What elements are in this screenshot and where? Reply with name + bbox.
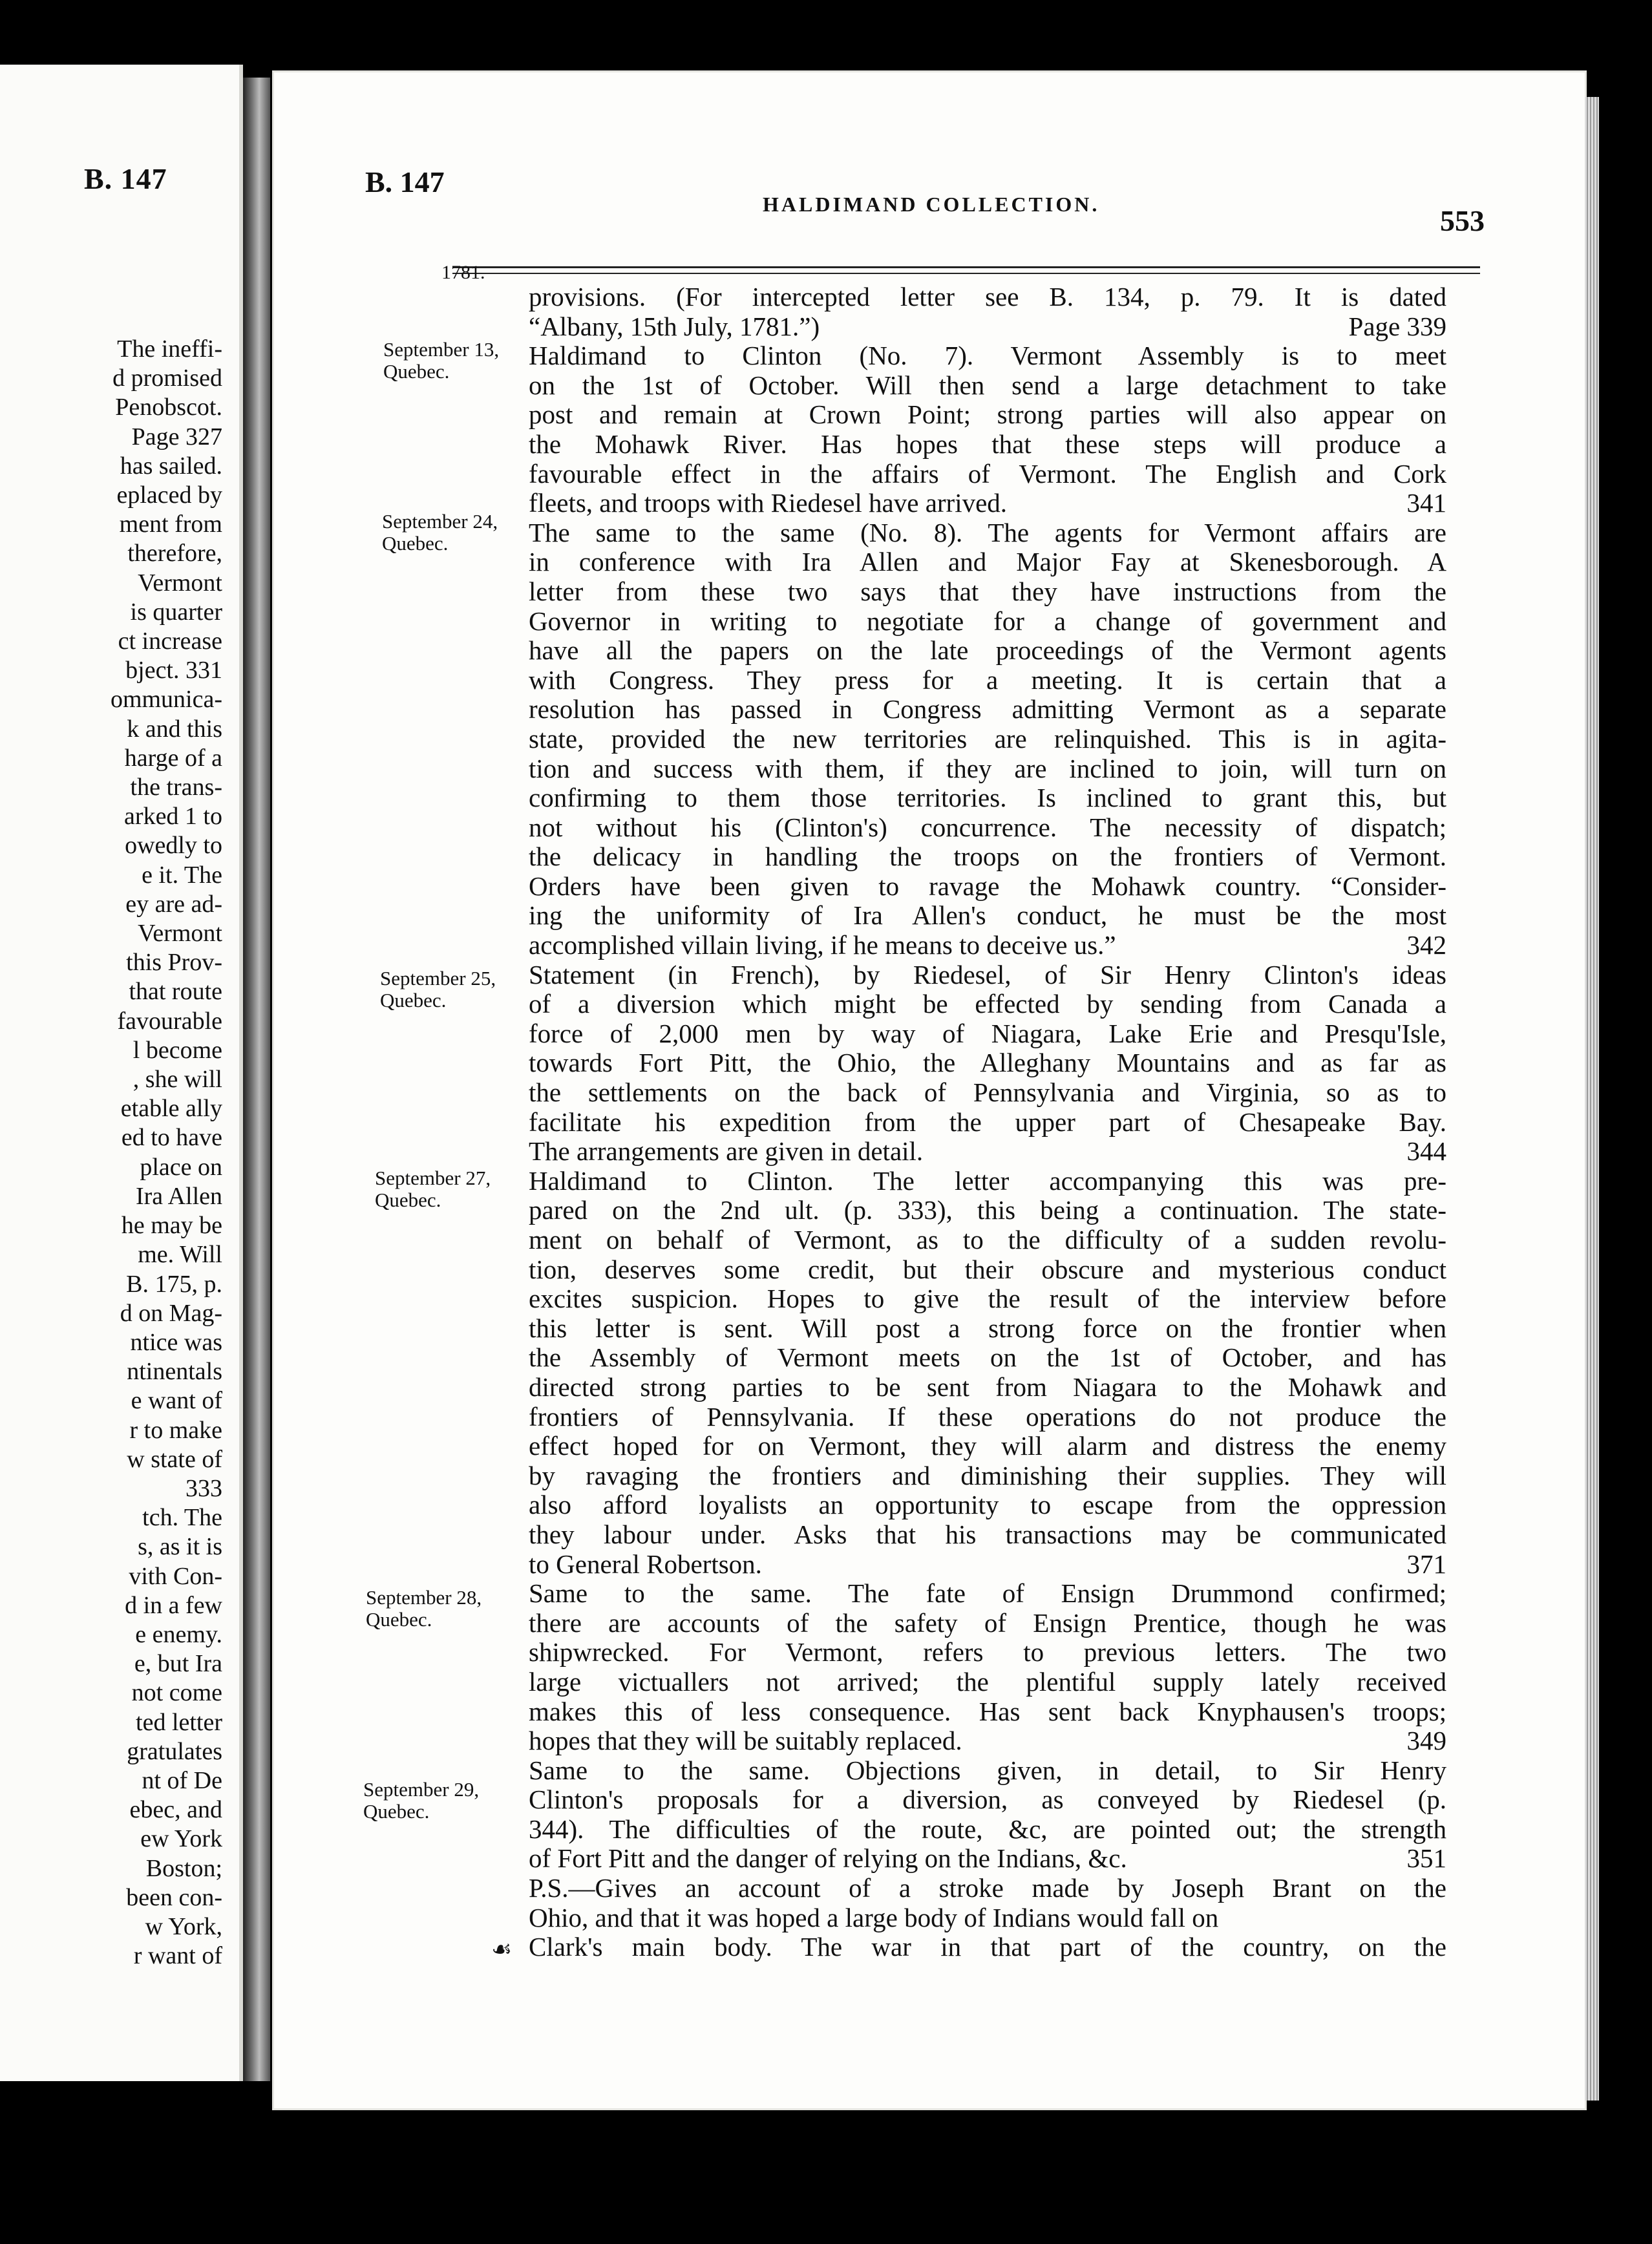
text-line: ew York [140, 1825, 222, 1853]
text-line: e, but Ira [134, 1650, 222, 1678]
text-line: provisions. (For intercepted letter see B. 134, p. 79. It is dated [529, 282, 1446, 312]
text-line: makes this of less consequence. Has sent back Knyphausen's troops; [529, 1697, 1446, 1726]
text-line: d in a few [125, 1591, 222, 1619]
text-line: Penobscot. [115, 394, 222, 421]
margin-place: Quebec. [382, 532, 449, 555]
text-line: frontiers of Pennsylvania. If these operations do not produce the [529, 1402, 1446, 1432]
margin-date: September 29, [363, 1778, 480, 1801]
text-line: this letter is sent. Will post a strong force on the frontier when [529, 1313, 1446, 1343]
text-line: letter from these two says that they have instructions from the [529, 577, 1446, 606]
text-line: ing the uniformity of Ira Allen's conduct, he must be the most [529, 901, 1446, 931]
text-line: the trans- [130, 774, 222, 801]
margin-place: Quebec. [380, 989, 447, 1011]
text-line: Haldimand to Clinton. The letter accompanying this was pre- [529, 1166, 1446, 1196]
margin-date: September 28, [366, 1586, 482, 1609]
text-line: Same to the same. The fate of Ensign Drummond confirmed; [529, 1579, 1446, 1609]
text-line: gratulates [127, 1737, 222, 1765]
text-line: me. Will [138, 1241, 222, 1269]
text-line: on the 1st of October. Will then send a large detachment to take [529, 370, 1446, 400]
text-line: , she will [132, 1066, 222, 1094]
text-line: been con- [126, 1883, 222, 1911]
text-line: has sailed. [120, 452, 222, 480]
folio-reference: 344 [1406, 1137, 1446, 1167]
margin-place: Quebec. [383, 360, 450, 383]
text-line: ey are ad- [125, 890, 222, 918]
text-line: towards Fort Pitt, the Ohio, the Alleghany Mountains and as far as [529, 1048, 1446, 1078]
left-page-fragment [0, 65, 243, 2081]
text-line: w state of [127, 1445, 222, 1473]
text-line: the delicacy in handling the troops on the frontiers of Vermont. [529, 842, 1446, 872]
margin-date: September 13, [383, 338, 500, 361]
text-line: of a diversion which might be effected by sending from Canada a [529, 990, 1446, 1019]
text-line: w York, [145, 1912, 222, 1940]
folio-reference: 342 [1406, 931, 1446, 960]
text-line: ment from [119, 511, 222, 538]
text-line: ebec, and [129, 1796, 222, 1824]
text-line: that route [129, 978, 222, 1006]
page-number: 553 [1440, 204, 1485, 237]
text-line: to General Robertson. [529, 1549, 762, 1579]
text-line: d on Mag- [120, 1299, 222, 1327]
margin-place: Quebec. [363, 1800, 430, 1823]
text-line: e enemy. [135, 1620, 222, 1648]
text-line: Statement (in French), by Riedesel, of Sir Henry Clinton's ideas [529, 960, 1446, 990]
text-line: the Mohawk River. Has hopes that these steps will produce a [529, 429, 1446, 459]
text-line: ntinentals [127, 1358, 222, 1386]
text-line: also afford loyalists an opportunity to escape from the oppression [529, 1490, 1446, 1520]
text-line: fleets, and troops with Riedesel have arrived. [529, 489, 1008, 518]
left-page-text [0, 335, 222, 1971]
text-line: B. 175, p. [126, 1270, 222, 1298]
margin-date-entry [375, 1167, 549, 1211]
text-line: e it. The [142, 861, 222, 889]
margin-date-entry [366, 1587, 540, 1631]
margin-date: September 25, [380, 967, 496, 990]
text-line: shipwrecked. For Vermont, refers to previous letters. The two [529, 1638, 1446, 1667]
page-header-ref: B. 147 [365, 165, 445, 198]
folio-reference: 349 [1406, 1726, 1446, 1756]
text-line: ntice was [130, 1328, 222, 1356]
text-line: 333 [185, 1474, 222, 1502]
text-line: there are accounts of the safety of Ensign Prentice, though he was [529, 1608, 1446, 1638]
text-line: force of 2,000 men by way of Niagara, Lake Erie and Presqu'Isle, [529, 1019, 1446, 1048]
text-line: of Fort Pitt and the danger of relying on the Indians, &c. [529, 1844, 1127, 1874]
text-line: the settlements on the back of Pennsylvania and Virginia, so as to [529, 1078, 1446, 1108]
text-line: harge of a [124, 744, 222, 772]
text-line: The same to the same (No. 8). The agents for Vermont affairs are [529, 518, 1446, 547]
entry-year: 1781. [441, 262, 485, 283]
text-line: Same to the same. Objections given, in detail, to Sir Henry [529, 1755, 1446, 1785]
text-line: ment on behalf of Vermont, as to the difficulty of a sudden revolu- [529, 1225, 1446, 1254]
text-line: P.S.—Gives an account of a stroke made by Joseph Brant on the [529, 1874, 1446, 1903]
text-line: accomplished villain living, if he means to deceive us.” [529, 931, 1116, 960]
text-line: tion and success with them, if they are inclined to join, will turn on [529, 754, 1446, 783]
text-line: resolution has passed in Congress admitting Vermont as a separate [529, 695, 1446, 725]
text-line: tion, deserves some credit, but their obscure and mysterious conduct [529, 1254, 1446, 1284]
text-line: not without his (Clinton's) concurrence. The necessity of dispatch; [529, 812, 1446, 842]
text-line: he may be [121, 1212, 222, 1240]
text-line: The arrangements are given in detail. [529, 1137, 924, 1167]
text-line: r want of [133, 1942, 222, 1970]
text-line: Clinton's proposals for a diversion, as conveyed by Riedesel (p. [529, 1785, 1446, 1815]
text-line: Boston; [145, 1854, 222, 1882]
text-line: Vermont [138, 920, 222, 947]
text-line: 344). The difficulties of the route, &c, are pointed out; the strength [529, 1814, 1446, 1844]
text-line: owedly to [125, 832, 222, 860]
text-line: The ineffi- [117, 335, 222, 363]
text-line: place on [140, 1153, 222, 1181]
text-line: is quarter [130, 598, 222, 626]
margin-place: Quebec. [366, 1608, 432, 1631]
text-line: the Assembly of Vermont meets on the 1st of October, and has [529, 1343, 1446, 1373]
text-line: Governor in writing to negotiate for a change of government and [529, 606, 1446, 636]
text-line: ct increase [118, 628, 222, 655]
text-line: etable ally [120, 1095, 222, 1123]
text-line: Ohio, and that it was hoped a large body of Indians would fall on [529, 1903, 1219, 1932]
text-line: ommunica- [110, 686, 222, 714]
text-line: Vermont [138, 569, 222, 597]
text-line: ted letter [136, 1708, 222, 1736]
text-line: state, provided the new territories are relinquished. This is in agita- [529, 724, 1446, 754]
page-edges [1585, 97, 1599, 2101]
book-gutter [243, 78, 270, 2081]
text-line: Clark's main body. The war in that part of the country, on the [529, 1932, 1446, 1962]
text-line: Orders have been given to ravage the Mohawk country. “Consider- [529, 871, 1446, 901]
body-text [529, 282, 1446, 1962]
text-line: hopes that they will be suitably replaced. [529, 1726, 962, 1756]
left-page-header: B. 147 [84, 162, 167, 195]
text-line: Ira Allen [135, 1182, 222, 1210]
text-line: l become [132, 1036, 222, 1064]
text-line: arked 1 to [124, 803, 222, 831]
text-line: k and this [127, 715, 222, 743]
text-line: with Congress. They press for a meeting. It is certain that a [529, 665, 1446, 695]
text-line: d promised [112, 365, 222, 392]
page-header-title: HALDIMAND COLLECTION. [763, 193, 1100, 216]
folio-reference: 351 [1406, 1844, 1446, 1874]
pointing-hand-icon: ☙ [491, 1936, 513, 1962]
text-line: bject. 331 [125, 657, 222, 684]
text-line: large victuallers not arrived; the plentiful supply lately received [529, 1667, 1446, 1697]
text-line: not come [131, 1679, 222, 1707]
text-line: therefore, [127, 540, 222, 567]
folio-reference: 341 [1406, 489, 1446, 518]
text-line: by ravaging the frontiers and diminishing their supplies. They will [529, 1461, 1446, 1490]
margin-date: September 24, [382, 510, 498, 533]
folio-reference: Page 339 [1348, 312, 1446, 341]
text-line: favourable [117, 1007, 222, 1035]
text-line: eplaced by [116, 482, 222, 509]
text-line: in conference with Ira Allen and Major Fay at Skenesborough. A [529, 547, 1446, 577]
text-line: Haldimand to Clinton (No. 7). Vermont Assembly is to meet [529, 341, 1446, 371]
text-line: post and remain at Crown Point; strong parties will also appear on [529, 400, 1446, 430]
text-line: have all the papers on the late proceedings of the Vermont agents [529, 636, 1446, 666]
margin-date: September 27, [375, 1167, 491, 1189]
text-line: directed strong parties to be sent from Niagara to the Mohawk and [529, 1372, 1446, 1402]
text-line: e want of [131, 1387, 222, 1415]
text-line: s, as it is [138, 1533, 222, 1561]
text-line: “Albany, 15th July, 1781.”) [529, 312, 820, 341]
text-line: they labour under. Asks that his transactions may be communicated [529, 1519, 1446, 1549]
text-line: nt of De [142, 1766, 222, 1794]
text-line: this Prov- [126, 949, 222, 977]
text-line: excites suspicion. Hopes to give the result of the interview before [529, 1284, 1446, 1314]
text-line: effect hoped for on Vermont, they will alarm and distress the enemy [529, 1432, 1446, 1461]
margin-place: Quebec. [375, 1189, 441, 1211]
text-line: r to make [129, 1416, 222, 1444]
text-line: pared on the 2nd ult. (p. 333), this being a continuation. The state- [529, 1196, 1446, 1225]
folio-reference: 371 [1406, 1549, 1446, 1579]
margin-date-entry [363, 1779, 538, 1823]
header-rule [452, 266, 1480, 274]
text-line: confirming to them those territories. Is inclined to grant this, but [529, 783, 1446, 813]
text-line: ed to have [121, 1124, 222, 1152]
text-line: favourable effect in the affairs of Vermont. The English and Cork [529, 459, 1446, 489]
text-line: facilitate his expedition from the upper part of Chesapeake Bay. [529, 1107, 1446, 1137]
text-line: tch. The [142, 1504, 222, 1532]
text-line: Page 327 [131, 423, 222, 450]
text-line: vith Con- [129, 1562, 222, 1590]
